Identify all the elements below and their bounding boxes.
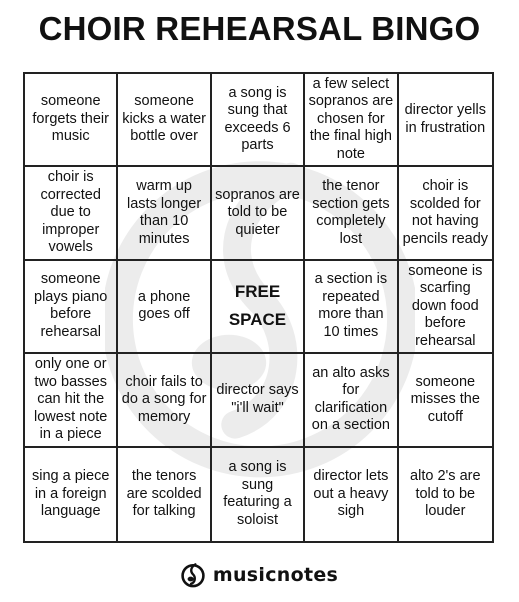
free-space-cell	[212, 261, 305, 354]
logo-text: musicnotes	[212, 564, 339, 586]
bingo-cell: choir is scolded for not having pencils ready	[399, 167, 492, 260]
bingo-cell: a phone goes off	[118, 261, 211, 354]
musicnotes-logo	[0, 560, 519, 590]
bingo-board	[23, 72, 494, 543]
bingo-cell: only one or two basses can hit the lowest note in a piece	[25, 354, 118, 447]
bingo-cell: the tenor section gets completely lost	[305, 167, 398, 260]
bingo-cell: someone kicks a water bottle over	[118, 74, 211, 167]
bingo-cell: warm up lasts longer than 10 minutes	[118, 167, 211, 260]
bingo-cell: someone misses the cutoff	[399, 354, 492, 447]
bingo-cell: a few select sopranos are chosen for the final high note	[305, 74, 398, 167]
bingo-cell: director yells in frustration	[399, 74, 492, 167]
bingo-cell: an alto asks for clarification on a section	[305, 354, 398, 447]
bingo-cell: alto 2's are told to be louder	[410, 468, 481, 520]
bingo-cell: someone forgets their music	[25, 74, 118, 167]
bingo-cell: someone is scarfing down food before rehearsal	[399, 261, 492, 354]
bingo-cell: a song is sung featuring a soloist	[212, 448, 305, 541]
bingo-cell: director says "i'll wait"	[212, 354, 305, 447]
free-space-line2: SPACE	[228, 310, 287, 330]
free-space-line1: FREE	[234, 282, 281, 302]
bingo-cell: choir is corrected due to improper vowels	[25, 167, 118, 260]
bingo-cell: someone plays piano before rehearsal	[25, 261, 118, 354]
bingo-cell: the tenors are scolded for talking	[118, 448, 211, 541]
page-title: CHOIR REHEARSAL BINGO	[38, 10, 481, 47]
bingo-cell: sopranos are told to be quieter	[212, 167, 305, 260]
bingo-cell: a song is sung that exceeds 6 parts	[212, 74, 305, 167]
bingo-cell: a section is repeated more than 10 times	[305, 261, 398, 354]
bingo-cell: choir fails to do a song for memory	[118, 354, 211, 447]
musicnotes-logo-icon	[181, 562, 205, 588]
bingo-cell: sing a piece in a foreign language	[25, 448, 118, 541]
bingo-cell: director lets out a heavy sigh	[305, 448, 398, 541]
